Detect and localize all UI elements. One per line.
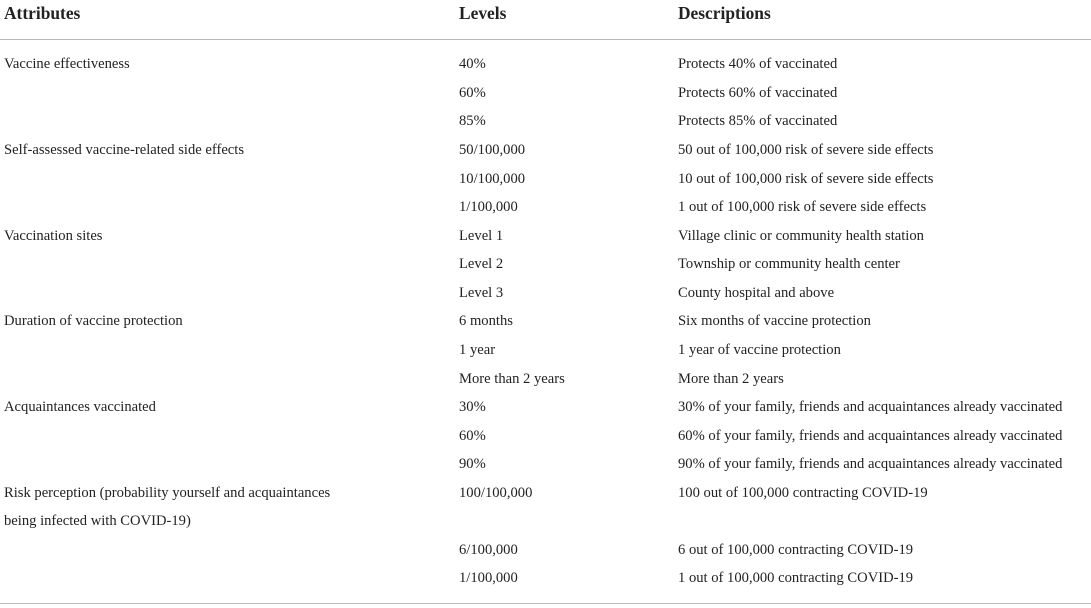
- level-cell: 10/100,000: [459, 171, 526, 187]
- description-cell: 90% of your family, friends and acquaintances already vaccinated: [678, 456, 1063, 472]
- level-cell: 40%: [459, 56, 486, 72]
- level-cell: 90%: [459, 456, 486, 472]
- level-cell: More than 2 years: [459, 371, 565, 387]
- level-cell: 6 months: [459, 313, 513, 329]
- description-cell: 50 out of 100,000 risk of severe side effects: [678, 142, 934, 158]
- attribute-cell: Self-assessed vaccine-related side effects: [4, 142, 245, 158]
- level-cell: 1 year: [459, 342, 496, 358]
- description-cell: 60% of your family, friends and acquaintances already vaccinated: [678, 428, 1063, 444]
- description-cell: 10 out of 100,000 risk of severe side effects: [678, 171, 934, 187]
- description-cell: 1 year of vaccine protection: [678, 342, 841, 358]
- level-cell: 100/100,000: [459, 485, 533, 501]
- description-cell: Protects 85% of vaccinated: [678, 113, 838, 129]
- attribute-cell: Acquaintances vaccinated: [4, 399, 156, 415]
- description-cell: 1 out of 100,000 risk of severe side effects: [678, 199, 927, 215]
- description-cell: Six months of vaccine protection: [678, 313, 871, 329]
- level-cell: 60%: [459, 85, 486, 101]
- description-cell: Township or community health center: [678, 256, 900, 272]
- level-cell: 85%: [459, 113, 486, 129]
- level-cell: 50/100,000: [459, 142, 526, 158]
- attribute-cell: Vaccination sites: [4, 228, 103, 244]
- attribute-cell-line2: being infected with COVID-19): [4, 513, 191, 529]
- description-cell: County hospital and above: [678, 285, 835, 301]
- attribute-cell: Risk perception (probability yourself and acquaintances: [4, 485, 331, 501]
- attribute-cell: Duration of vaccine protection: [4, 313, 183, 329]
- header-divider: [0, 39, 1091, 40]
- level-cell: 1/100,000: [459, 570, 518, 586]
- table-bottom-rule: [0, 603, 1091, 604]
- description-cell: More than 2 years: [678, 371, 784, 387]
- level-cell: Level 1: [459, 228, 504, 244]
- description-cell: 100 out of 100,000 contracting COVID-19: [678, 485, 928, 501]
- level-cell: 6/100,000: [459, 542, 518, 558]
- description-cell: Protects 60% of vaccinated: [678, 85, 838, 101]
- description-cell: 30% of your family, friends and acquaintances already vaccinated: [678, 399, 1063, 415]
- description-cell: Protects 40% of vaccinated: [678, 56, 838, 72]
- level-cell: Level 2: [459, 256, 504, 272]
- header-descriptions: Descriptions: [678, 3, 771, 23]
- attribute-cell: Vaccine effectiveness: [4, 56, 130, 72]
- description-cell: Village clinic or community health station: [678, 228, 924, 244]
- description-cell: 6 out of 100,000 contracting COVID-19: [678, 542, 914, 558]
- level-cell: 60%: [459, 428, 486, 444]
- level-cell: 1/100,000: [459, 199, 518, 215]
- level-cell: Level 3: [459, 285, 504, 301]
- level-cell: 30%: [459, 399, 486, 415]
- header-attributes: Attributes: [4, 3, 81, 23]
- description-cell: 1 out of 100,000 contracting COVID-19: [678, 570, 914, 586]
- header-levels: Levels: [459, 3, 507, 23]
